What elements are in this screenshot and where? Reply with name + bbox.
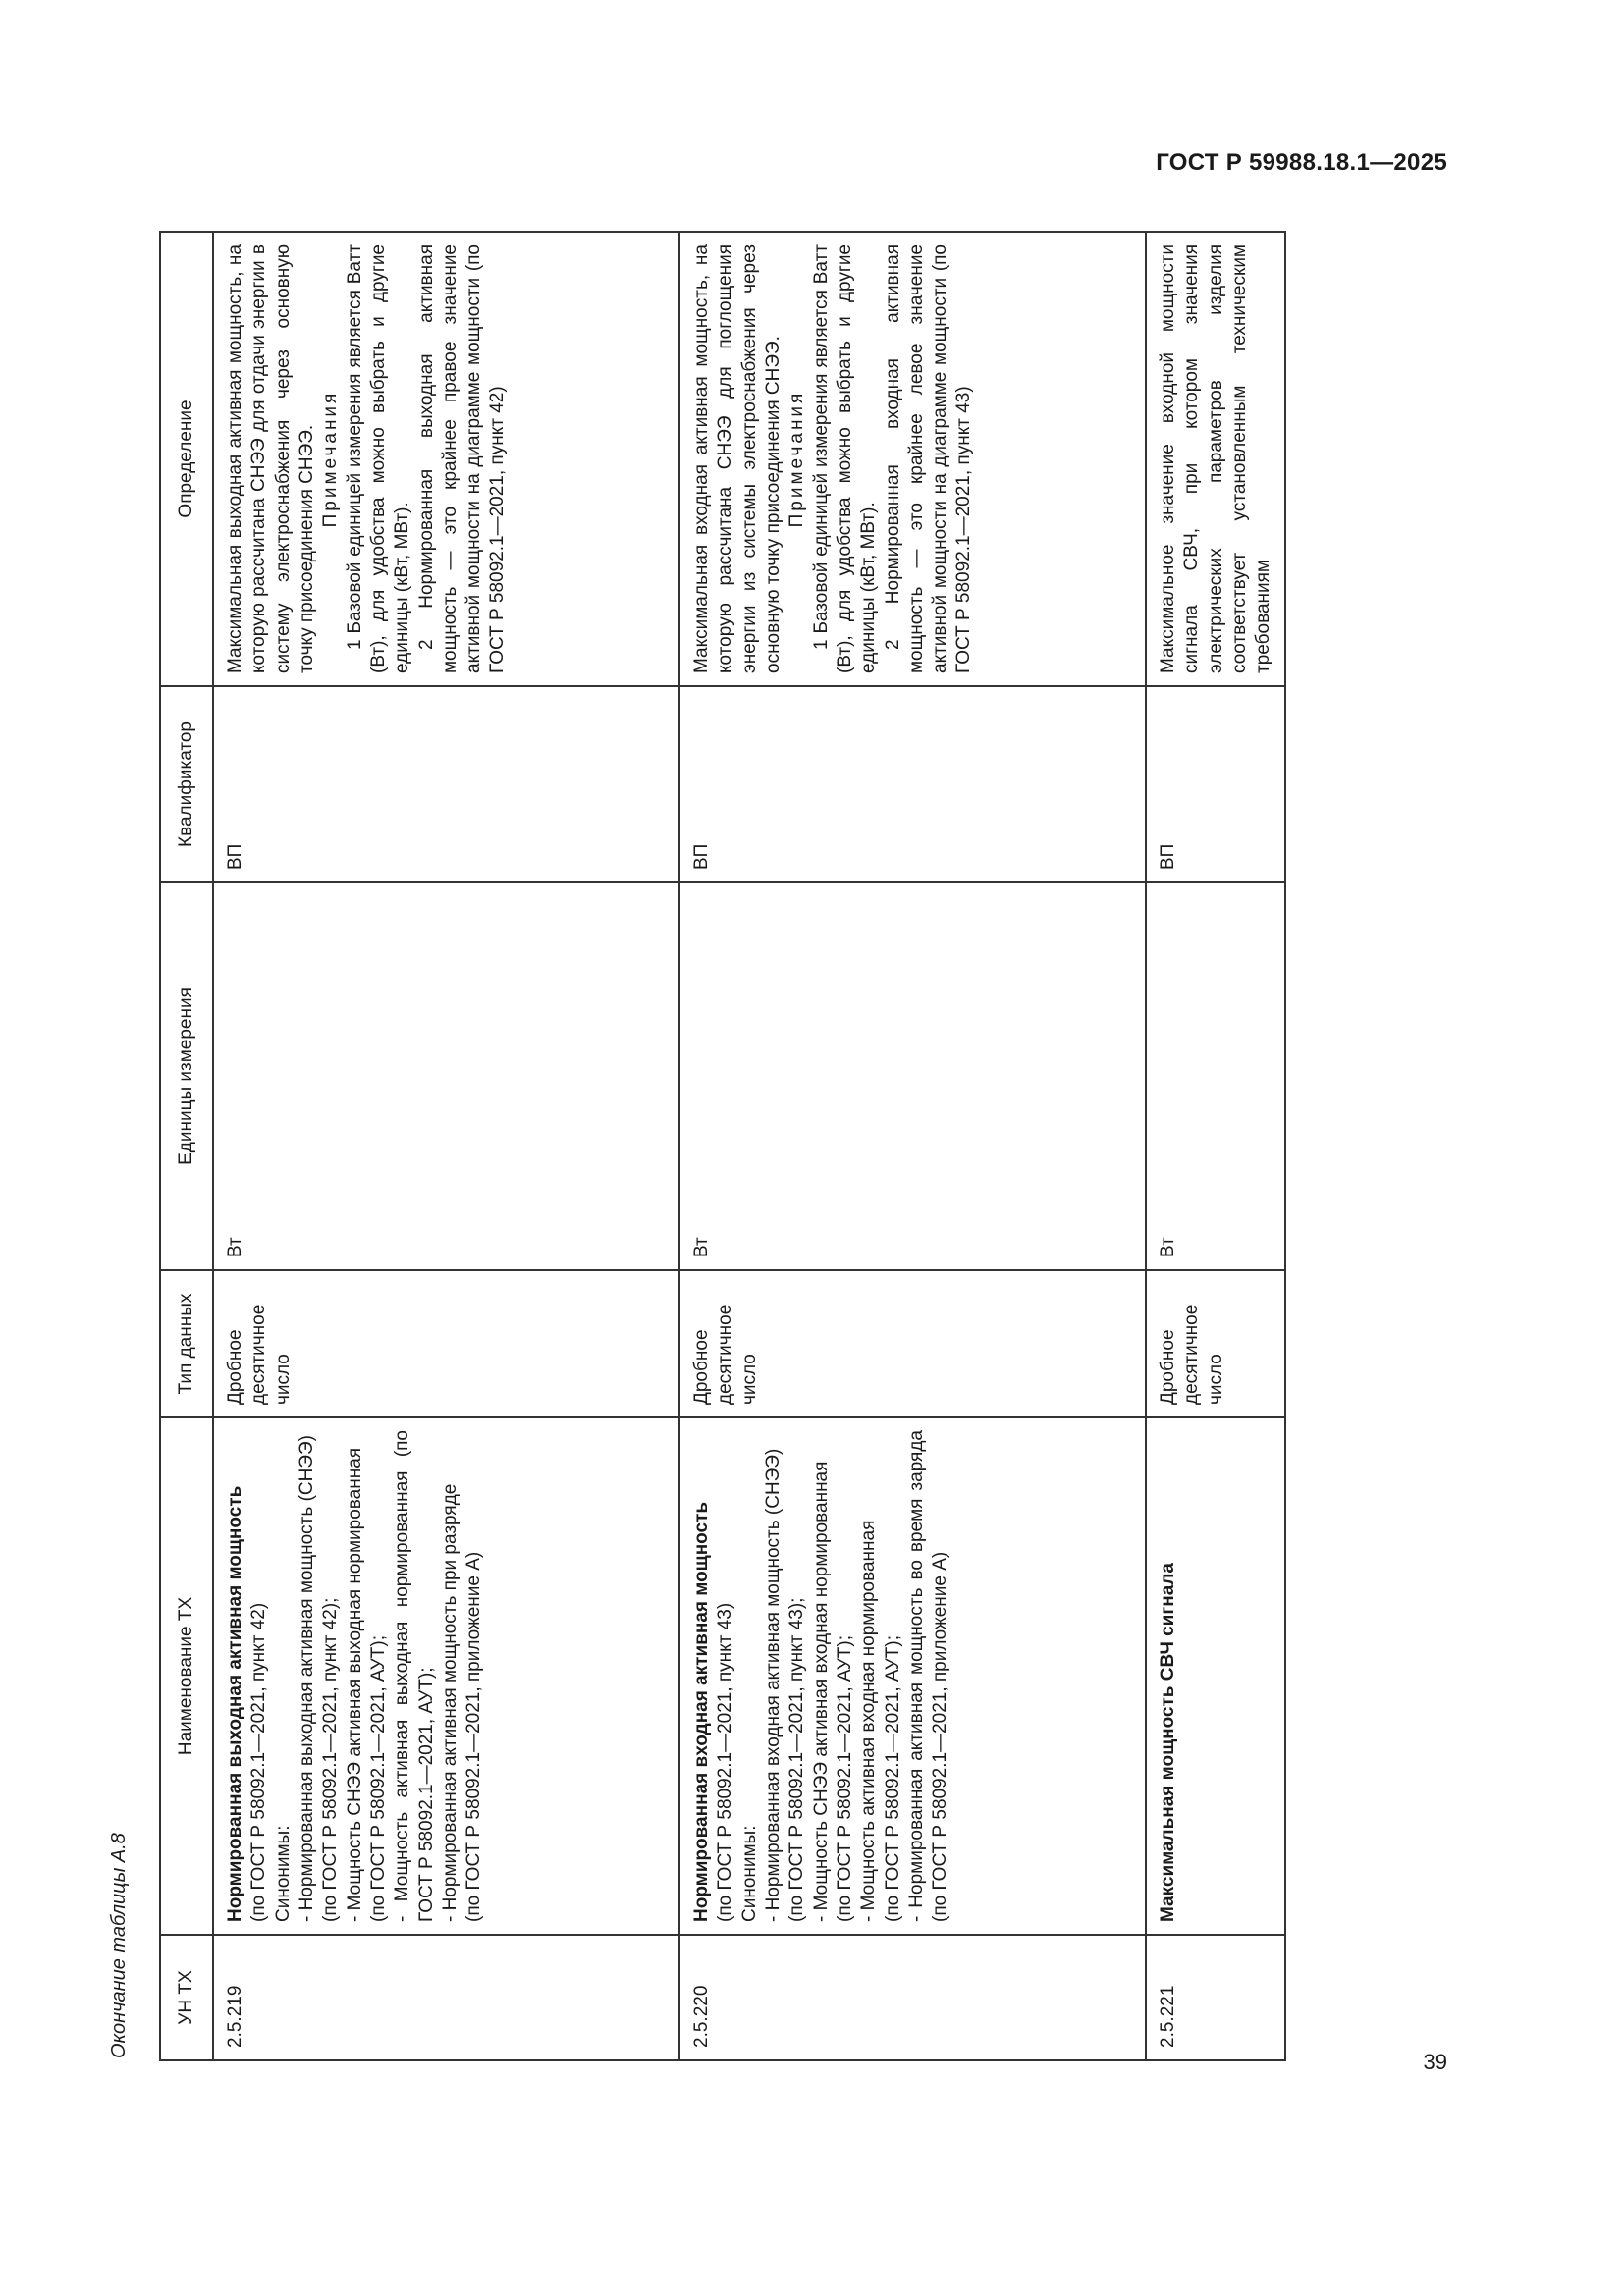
notes-title: Примечания xyxy=(320,390,342,528)
column-header-name: Наименование ТХ xyxy=(160,1417,213,1935)
table-caption: Окончание таблицы А.8 xyxy=(108,1833,130,2058)
definition-text: Максимальная выходная активная мощность, на которую рассчитана СНЭЭ для отдачи энергии в систему электроснабжения через основную точку присоединения СНЭЭ. xyxy=(225,244,317,673)
name-line: - Мощность активная входная нормированная xyxy=(858,1520,880,1922)
name-line: (по ГОСТ Р 58092.1—2021, приложение А) xyxy=(463,1551,485,1922)
name-line: (по ГОСТ Р 58092.1—2021, пункт 42) xyxy=(248,1602,270,1922)
table-row xyxy=(213,232,679,2060)
column-header-definition: Определение xyxy=(160,232,213,686)
cell-unit: Вт xyxy=(679,882,1146,1270)
cell-id: 2.5.221 xyxy=(1146,1935,1285,2060)
table-row xyxy=(679,232,1146,2060)
name-line: - Нормированная активная мощность во время заряда (по ГОСТ Р 58092.1—2021, приложение А) xyxy=(905,1430,951,1922)
name-line: - Мощность СНЭЭ активная входная нормированная xyxy=(810,1461,832,1922)
column-header-id: УН ТХ xyxy=(160,1935,213,2060)
characteristic-title: Нормированная входная активная мощность xyxy=(691,1501,712,1922)
characteristic-title: Нормированная выходная активная мощность xyxy=(225,1485,245,1922)
cell-unit: Вт xyxy=(1146,882,1285,1270)
column-header-data-type: Тип данных xyxy=(160,1270,213,1417)
cell-name xyxy=(1146,1417,1285,1935)
name-line: (по ГОСТ Р 58092.1—2021, АУТ); xyxy=(882,1634,903,1922)
cell-qualifier: ВП xyxy=(1146,686,1285,882)
document-standard-header: ГОСТ Р 59988.18.1—2025 xyxy=(1156,149,1447,176)
rotated-table-area xyxy=(108,231,1272,2061)
definition-text: Максимальная входная активная мощность, на которую рассчитана СНЭЭ для поглощения энергии из системы электроснабжения через основную точку присоединения СНЭЭ. xyxy=(691,244,784,673)
name-line: - Нормированная выходная активная мощность (СНЭЭ) xyxy=(296,1435,317,1922)
cell-id: 2.5.220 xyxy=(679,1935,1146,2060)
name-line: Синонимы: xyxy=(738,1825,760,1922)
cell-definition xyxy=(679,232,1146,686)
cell-qualifier: ВП xyxy=(213,686,679,882)
definition-text: Максимальное значение входной мощности сигнала СВЧ, при котором значения электрических параметров изделия соответствует установленным техническим требованиям xyxy=(1158,244,1274,673)
note-2: 2 Нормированная входная активная мощность — это крайнее левое значение активной мощности на диаграмме мощности (по ГОСТ Р 58092.1—2021, пункт 43) xyxy=(882,244,975,673)
note-1: 1 Базовой единицей измерения является Ватт (Вт), для удобства можно выбрать и другие единицы (кВт, МВт). xyxy=(344,244,413,673)
cell-qualifier: ВП xyxy=(679,686,1146,882)
cell-name xyxy=(679,1417,1146,1935)
cell-data-type: Дробное десятичное число xyxy=(1146,1270,1285,1417)
cell-name xyxy=(213,1417,679,1935)
note-1: 1 Базовой единицей измерения является Ватт (Вт), для удобства можно выбрать и другие единицы (кВт, МВт). xyxy=(810,244,880,673)
cell-data-type: Дробное десятичное число xyxy=(679,1270,1146,1417)
page-number: 39 xyxy=(1423,2050,1447,2074)
name-line: - Мощность активная выходная нормированная (по ГОСТ Р 58092.1—2021, АУТ); xyxy=(392,1430,437,1922)
characteristics-table xyxy=(159,231,1286,2061)
name-line: (по ГОСТ Р 58092.1—2021, пункт 43); xyxy=(786,1597,808,1922)
cell-unit: Вт xyxy=(213,882,679,1270)
characteristic-title: Максимальная мощность СВЧ сигнала xyxy=(1158,1563,1178,1922)
name-line: - Нормированная входная активная мощность (СНЭЭ) xyxy=(762,1448,784,1922)
name-line: (по ГОСТ Р 58092.1—2021, пункт 42); xyxy=(320,1597,342,1922)
table-header-row xyxy=(160,232,213,2060)
name-line: - Нормированная активная мощность при разряде xyxy=(439,1483,460,1922)
cell-definition xyxy=(1146,232,1285,686)
cell-data-type: Дробное десятичное число xyxy=(213,1270,679,1417)
name-line: (по ГОСТ Р 58092.1—2021, АУТ); xyxy=(367,1634,389,1922)
cell-definition xyxy=(213,232,679,686)
note-2: 2 Нормированная выходная активная мощность — это крайнее правое значение активной мощности на диаграмме мощности (по ГОСТ Р 58092.1—2021, пункт 42) xyxy=(415,244,509,673)
name-line: Синонимы: xyxy=(272,1825,294,1922)
column-header-unit: Единицы измерения xyxy=(160,882,213,1270)
cell-id: 2.5.219 xyxy=(213,1935,679,2060)
name-line: (по ГОСТ Р 58092.1—2021, пункт 43) xyxy=(715,1602,736,1922)
notes-title: Примечания xyxy=(786,390,808,528)
name-line: - Мощность СНЭЭ активная выходная нормированная xyxy=(344,1447,365,1922)
table-row xyxy=(1146,232,1285,2060)
name-line: (по ГОСТ Р 58092.1—2021, АУТ); xyxy=(834,1634,855,1922)
column-header-qualifier: Квалификатор xyxy=(160,686,213,882)
